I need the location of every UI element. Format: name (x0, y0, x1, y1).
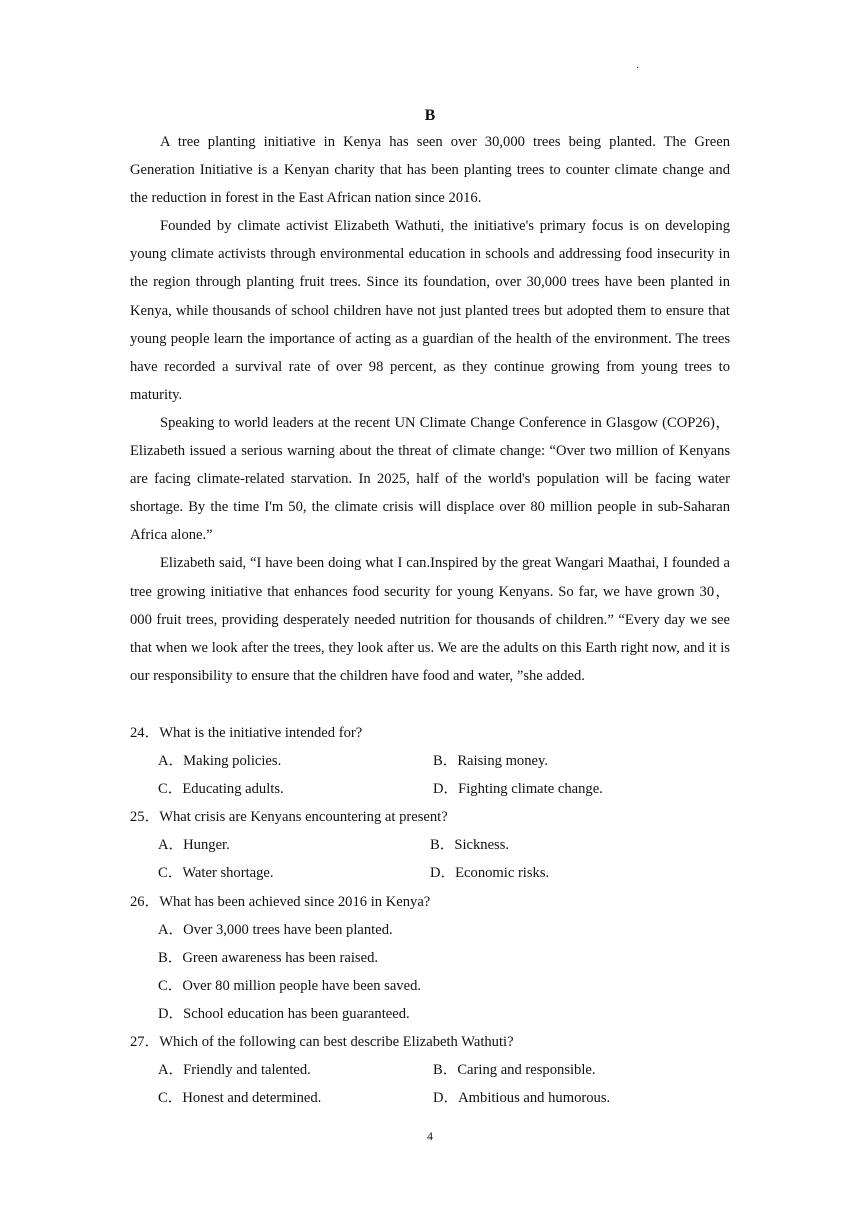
option-b[interactable]: B．Raising money. (433, 753, 548, 770)
option-a[interactable]: A．Over 3,000 trees have been planted. (158, 921, 393, 938)
option-b[interactable]: B．Green awareness has been raised. (158, 949, 379, 966)
option-c[interactable]: C．Over 80 million people have been saved. (158, 977, 422, 994)
option-d[interactable]: D．School education has been guaranteed. (158, 1005, 410, 1022)
question-stem: 26．What has been achieved since 2016 in Kenya? (130, 893, 431, 910)
reading-passage (130, 128, 730, 690)
question-list (130, 719, 750, 1112)
paragraph: Speaking to world leaders at the recent UN Climate Change Conference in Glasgow (COP26)，Elizabeth issued a serious warning about the threat of climate change: “Over two million of Kenyans are facing climate-related starvation. In 2025, half of the world's population will be facing water shortage. By the time I'm 50, the climate crisis will displace over 80 million people in sub-Saharan Africa alone.” (130, 414, 730, 544)
paragraph: Founded by climate activist Elizabeth Wathuti, the initiative's primary focus is on developing young climate activists through environmental education in schools and addressing food insecurity in the region through planting fruit trees. Since its foundation, over 30,000 trees have been planted in Kenya, while thousands of school children have not just planted trees but adopted them to ensure that young people learn the importance of acting as a guardian of the health of the environment. The trees have recorded a survival rate of over 98 percent, as they continue growing from young trees to maturity. (130, 218, 730, 403)
option-list (130, 747, 750, 803)
paragraph: Elizabeth said, “I have been doing what I can.Inspired by the great Wangari Maathai, I founded a tree growing initiative that enhances food security for young Kenyans. So far, we have grown 30， 000 fruit trees, providing desperately needed nutrition for thousands of children.” “Every day we see that when we look after the trees, they look after us. We are the adults on this Earth right now, and it is our responsibility to ensure that the children have food and water, ”she added. (130, 555, 730, 684)
question-24 (130, 719, 750, 803)
paragraph: A tree planting initiative in Kenya has seen over 30,000 trees being planted. The Green Generation Initiative is a Kenyan charity that has been planting trees to counter climate change and the reduction in forest in the East African nation since 2016. (130, 134, 730, 207)
option-a[interactable]: A．Making policies. (158, 753, 282, 770)
option-a[interactable]: A．Hunger. (158, 837, 230, 854)
option-list (130, 831, 750, 887)
question-26 (130, 888, 750, 1028)
question-25 (130, 803, 750, 887)
option-b[interactable]: B．Sickness. (430, 837, 510, 854)
option-c[interactable]: C．Honest and determined. (158, 1090, 322, 1107)
question-stem: 27．Which of the following can best describe Elizabeth Wathuti? (130, 1034, 514, 1051)
option-a[interactable]: A．Friendly and talented. (158, 1062, 311, 1079)
option-c[interactable]: C．Water shortage. (158, 865, 274, 882)
option-d[interactable]: D．Economic risks. (430, 865, 550, 882)
option-list (130, 1056, 750, 1112)
question-stem: 25．What crisis are Kenyans encountering at present? (130, 809, 448, 826)
page-number: 4 (427, 1129, 433, 1143)
option-c[interactable]: C．Educating adults. (158, 781, 284, 798)
section-title: B (424, 107, 436, 124)
question-stem: 24．What is the initiative intended for? (130, 725, 363, 741)
question-27 (130, 1028, 750, 1112)
option-d[interactable]: D．Ambitious and humorous. (433, 1090, 611, 1107)
option-d[interactable]: D．Fighting climate change. (433, 781, 603, 798)
option-list (130, 916, 750, 1028)
header-mark: · (636, 63, 640, 74)
option-b[interactable]: B．Caring and responsible. (433, 1062, 596, 1079)
